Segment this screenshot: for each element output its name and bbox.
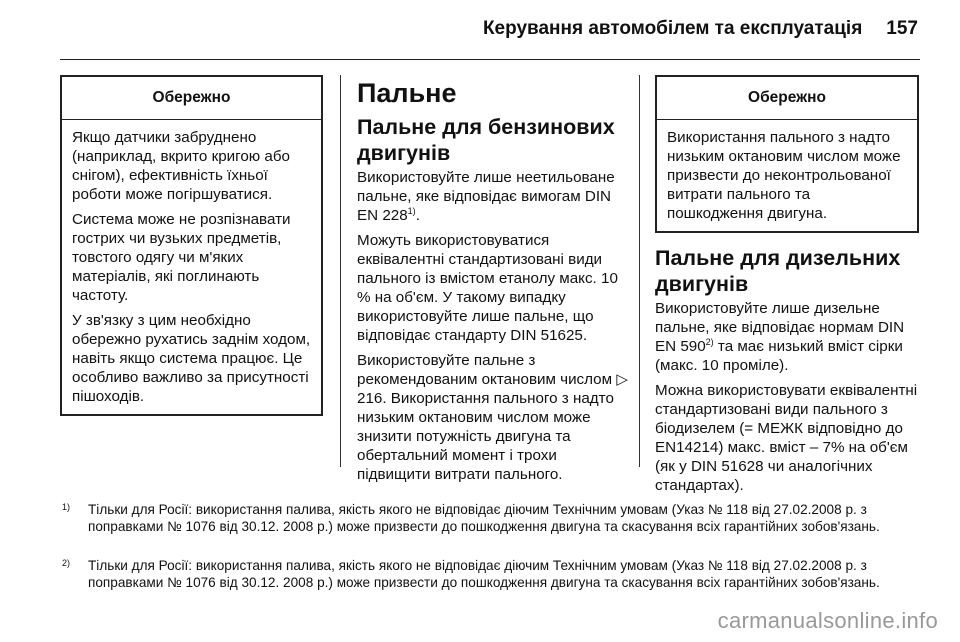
footnote-number: 1) (62, 502, 71, 512)
watermark: carmanualsonline.info (717, 608, 938, 633)
footnote-ref: 2) (705, 336, 714, 347)
footnote-text: Тільки для Росії: використання палива, якість якого не відповідає діючим Технічним умовам (Указ № 118 від 27.02.2008 р. з поправками № 1076 від 30.12. 2008 р.) може призвести до пошкодження двигуна та скасування всіх гарантійних зобов'язань. (88, 558, 880, 590)
left-column (60, 75, 323, 416)
footnote (62, 501, 932, 535)
page-number: 157 (886, 18, 918, 39)
middle-column (357, 78, 629, 490)
warning-paragraph: Використання пального з надто низьким октановим числом може призвести до неконтрольованої витрати пального та пошкодження двигуна. (667, 129, 901, 222)
warning-box-right (655, 75, 919, 233)
warning-paragraph: У зв'язку з цим необхідно обережно рухатись заднім ходом, навіть якщо система працює. Це особливо важливо за присутності пішоходів. (72, 312, 311, 405)
petrol-paragraph-3: Використовуйте пальне з рекомендованим октановим числом ▷ 216. Використання пального з надто низьким октановим числом може знизити потужність двигуна та обертальний момент і трохи підвищити витрати пального. (357, 352, 628, 483)
footnote-text: Тільки для Росії: використання палива, якість якого не відповідає діючим Технічним умовам (Указ № 118 від 27.02.2008 р. з поправками № 1076 від 30.12. 2008 р.) може призвести до пошкодження двигуна та скасування всіх гарантійних зобов'язань. (88, 502, 880, 534)
header-title: Керування автомобілем та експлуатація (482, 18, 863, 39)
column-divider (340, 75, 341, 467)
footnote-number: 2) (62, 558, 71, 568)
warning-heading: Обережно (657, 77, 917, 120)
warning-box-left (60, 75, 323, 416)
footnote-ref: 1) (407, 205, 416, 216)
diesel-paragraph-2: Можна використовувати еквівалентні стандартизовані види пального з біодизелем (= МЕЖК відповідно до EN14214) макс. вміст – 7% на об'єм (як у DIN 51628 чи аналогічних стандартах). (655, 382, 918, 494)
page-ref-arrow-icon: ▷ (616, 371, 628, 388)
right-column (655, 75, 919, 501)
warning-paragraph: Система може не розпізнавати гострих чи вузьких предметів, товстого одягу чи м'яких матеріалів, які поглинають частоту. (72, 211, 291, 304)
warning-heading: Обережно (62, 77, 321, 120)
header-rule (60, 59, 920, 60)
column-divider (639, 75, 640, 467)
petrol-heading: Пальне для бензинових двигунів (357, 115, 615, 165)
petrol-paragraph-2: Можуть використовуватися еквівалентні стандартизовані види пального із вмістом етанолу макс. 10 % на об'єм. У такому випадку використовуйте лише пальне, що відповідає стандарту DIN 51625. (357, 232, 618, 344)
diesel-paragraph-1: Використовуйте лише дизельне пальне, яке відповідає нормам DIN EN 590$^{2)}$ та має низький вміст сірки (макс. 10 проміле). (655, 300, 905, 374)
page-header (483, 18, 918, 40)
footnote (62, 557, 932, 591)
diesel-heading: Пальне для дизельних двигунів (655, 246, 901, 296)
petrol-paragraph-1: Використовуйте лише неетильоване пальне, яке відповідає вимогам DIN EN 228$^{1)}$. (357, 169, 615, 224)
page-ref-link[interactable]: 216 (357, 390, 383, 407)
warning-paragraph: Якщо датчики забруднено (наприклад, вкрито кригою або снігом), ефективність їхньої роботи може погіршуватися. (72, 129, 290, 203)
section-title: Пальне (357, 78, 457, 108)
